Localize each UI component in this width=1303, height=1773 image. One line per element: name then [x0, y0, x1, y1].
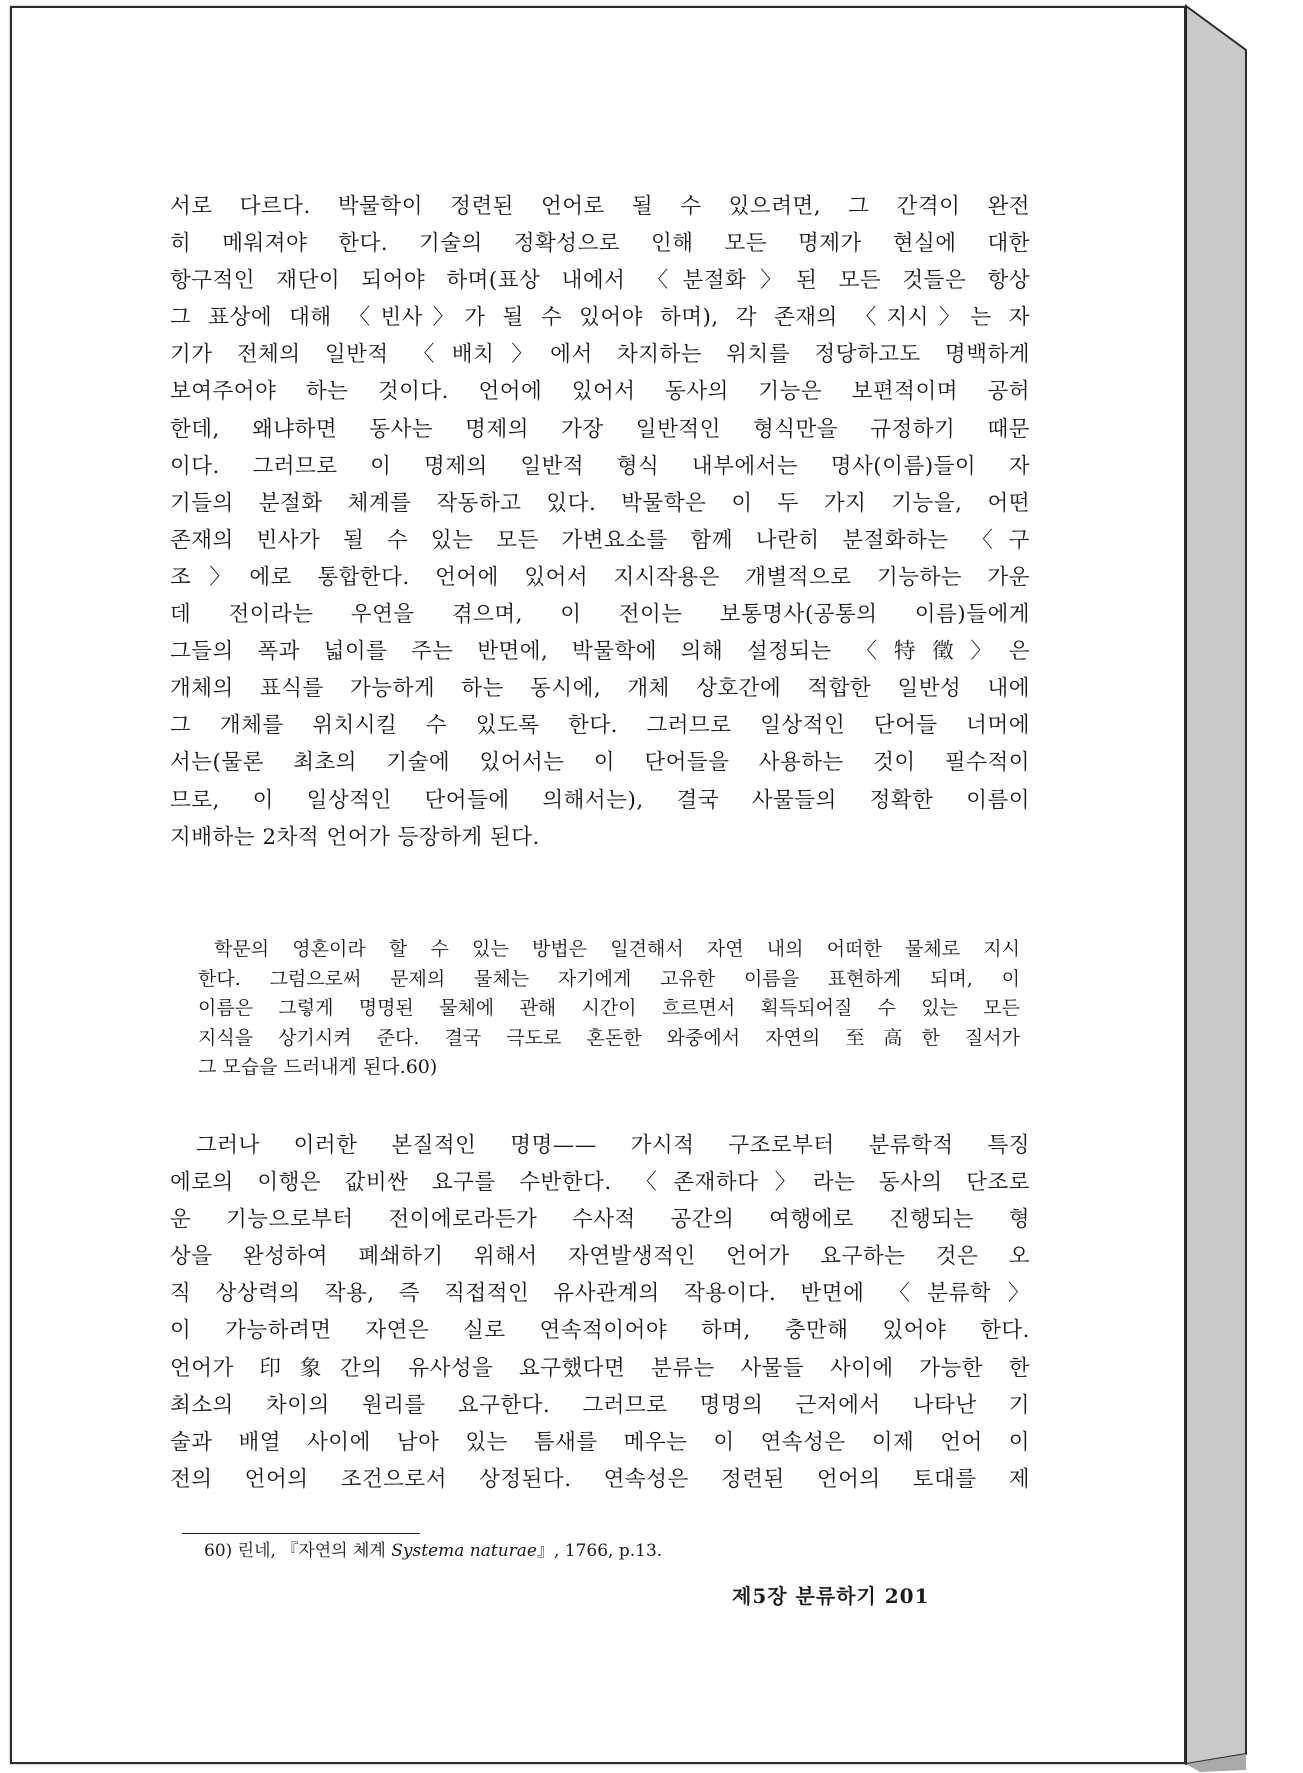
footnote — [204, 1538, 662, 1564]
text-line: 기들의 분절화 체계를 작동하고 있다. 박물학은 이 두 가지 기능을, 어떤 — [170, 490, 1030, 516]
text-line: 서로 다르다. 박물학이 정련된 언어로 될 수 있으려면, 그 간격이 완전 — [170, 194, 1030, 219]
body-paragraph-1 — [170, 188, 1030, 856]
text-line: 므로, 이 일상적인 단어들에 의해서는), 결국 사물들의 정확한 이름이 — [170, 787, 1030, 813]
block-quote — [198, 935, 1020, 1083]
text-line: 데 전이라는 우연을 겪으며, 이 전이는 보통명사(공통의 이름)들에게 — [170, 602, 1030, 628]
text-line: 그러나 이러한 본질적인 명명—— 가시적 구조로부터 분류학적 특징 — [196, 1133, 1030, 1158]
text-line: 전의 언어의 조건으로서 상정된다. 연속성은 정련된 언어의 토대를 제 — [170, 1466, 1030, 1492]
book-page — [10, 6, 1186, 1764]
text-line: 그 표상에 대해 〈빈사〉가 될 수 있어야 하며), 각 존재의 〈지시〉는 자 — [170, 305, 1030, 331]
footnote-prefix: 60) 린네, 『자연의 체계 — [204, 1541, 392, 1561]
text-line: 한데, 왜냐하면 동사는 명제의 가장 일반적인 형식만을 규정하기 때문 — [170, 416, 1030, 442]
text-line: 한다. 그럼으로써 문제의 물체는 자기에게 고유한 이름을 표현하게 되며, 이 — [198, 967, 1020, 990]
text-line: 에로의 이행은 값비싼 요구를 수반한다. 〈존재하다〉라는 동사의 단조로 — [170, 1170, 1030, 1196]
footnote-suffix: 』, 1766, p.13. — [536, 1541, 663, 1561]
text-line: 기가 전체의 일반적 〈배치〉에서 차지하는 위치를 정당하고도 명백하게 — [170, 342, 1030, 368]
text-line: 이다. 그러므로 이 명제의 일반적 형식 내부에서는 명사(이름)들이 자 — [170, 453, 1030, 479]
running-footer: 제5장 분류하기 201 — [732, 1584, 930, 1608]
footnote-divider — [182, 1533, 420, 1534]
text-line: 직 상상력의 작용, 즉 직접적인 유사관계의 작용이다. 반면에 〈분류학〉 — [170, 1281, 1030, 1307]
text-line: 개체의 표식를 가능하게 하는 동시에, 개체 상호간에 적합한 일반성 내에 — [170, 676, 1030, 702]
text-line: 존재의 빈사가 될 수 있는 모든 가변요소를 함께 나란히 분절화하는 〈구 — [170, 527, 1030, 553]
footnote-title-latin: Systema naturae — [391, 1541, 537, 1561]
body-paragraph-2 — [170, 1127, 1030, 1498]
text-line: 학문의 영혼이라 할 수 있는 방법은 일견해서 자연 내의 어떠한 물체로 지시 — [214, 938, 1020, 960]
text-line: 그들의 폭과 넓이를 주는 반면에, 박물학에 의해 설정되는 〈特徵〉은 — [170, 639, 1030, 665]
text-line: 히 메워져야 한다. 기술의 정확성으로 인해 모든 명제가 현실에 대한 — [170, 231, 1030, 257]
text-line: 운 기능으로부터 전이에로라든가 수사적 공간의 여행에로 진행되는 형 — [170, 1207, 1030, 1233]
text-line: 지배하는 2차적 언어가 등장하게 된다. — [170, 824, 540, 850]
text-line: 그 모습을 드러내게 된다.60) — [198, 1056, 438, 1078]
text-line: 지식을 상기시켜 준다. 결국 극도로 혼돈한 와중에서 자연의 至高한 질서가 — [198, 1026, 1020, 1049]
text-line: 항구적인 재단이 되어야 하며(표상 내에서 〈분절화〉된 모든 것들은 항상 — [170, 268, 1030, 294]
text-line: 이 가능하려면 자연은 실로 연속적이어야 하며, 충만해 있어야 한다. — [170, 1318, 1030, 1344]
text-line: 서는(물론 최초의 기술에 있어서는 이 단어들을 사용하는 것이 필수적이 — [170, 750, 1030, 776]
text-line: 상을 완성하여 폐쇄하기 위해서 자연발생적인 언어가 요구하는 것은 오 — [170, 1244, 1030, 1270]
text-line: 조〉에로 통합한다. 언어에 있어서 지시작용은 개별적으로 기능하는 가운 — [170, 564, 1030, 590]
text-line: 이름은 그렇게 명명된 물체에 관해 시간이 흐르면서 획득되어질 수 있는 모든 — [198, 997, 1020, 1019]
text-line: 언어가 印象간의 유사성을 요구했다면 분류는 사물들 사이에 가능한 한 — [170, 1355, 1030, 1381]
text-line: 최소의 차이의 원리를 요구한다. 그러므로 명명의 근저에서 나타난 기 — [170, 1392, 1030, 1418]
text-line: 그 개체를 위치시킬 수 있도록 한다. 그러므로 일상적인 단어들 너머에 — [170, 713, 1030, 739]
text-line: 보여주어야 하는 것이다. 언어에 있어서 동사의 기능은 보편적이며 공허 — [170, 379, 1030, 405]
text-line: 술과 배열 사이에 남아 있는 틈새를 메우는 이 연속성은 이제 언어 이 — [170, 1429, 1030, 1455]
